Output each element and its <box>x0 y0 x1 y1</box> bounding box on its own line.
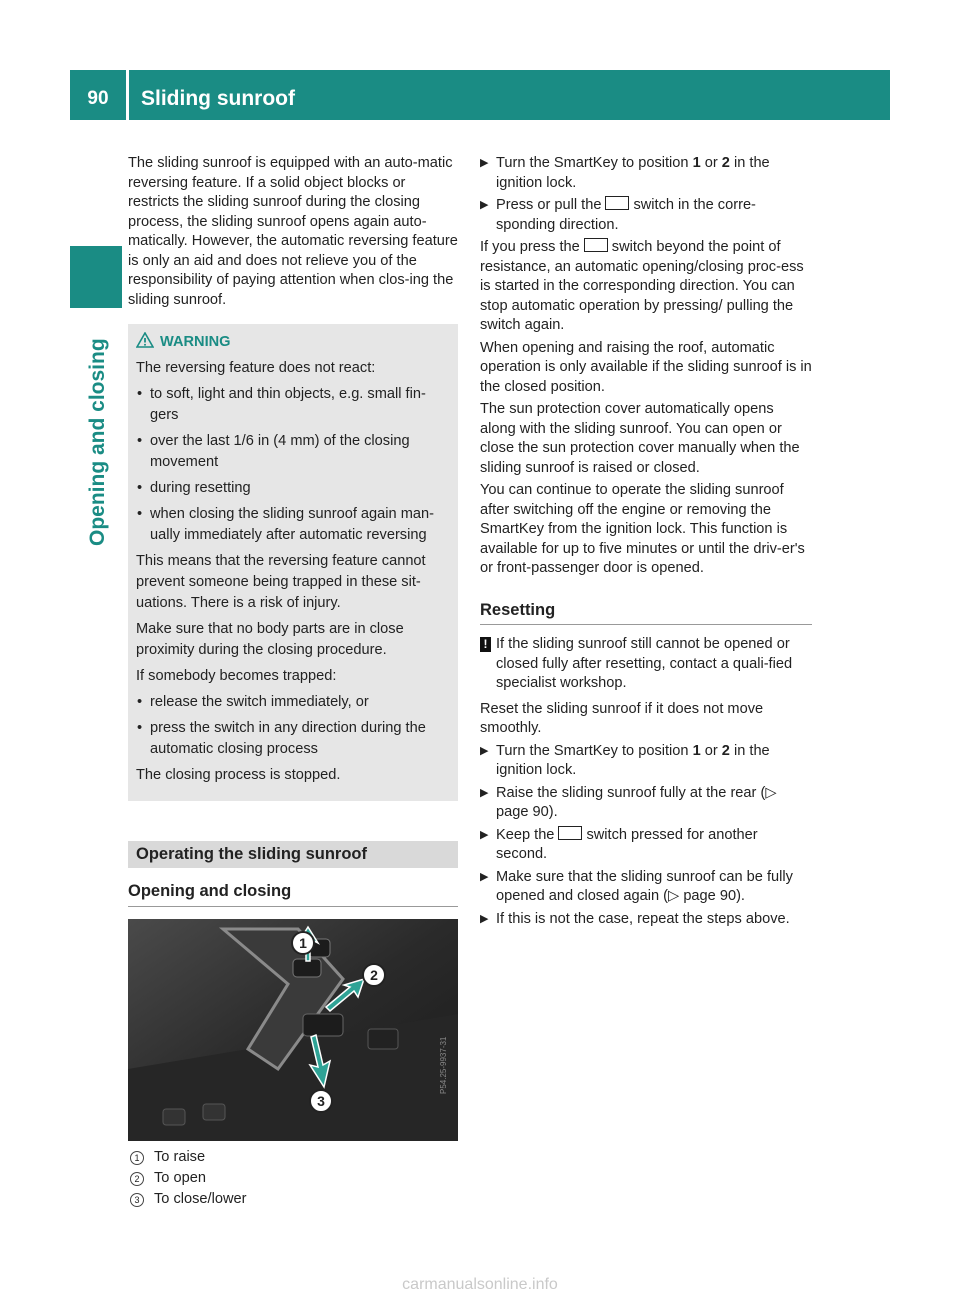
warning-bullet: • over the last 1/6 in (4 mm) of the closing movement <box>136 431 450 473</box>
sunroof-switch-icon <box>584 238 608 252</box>
instruction-step: ▶ Turn the SmartKey to position 1 or 2 in the ignition lock. <box>480 154 812 193</box>
body-paragraph: If you press the switch beyond the point of resistance, an automatic opening/closing proc-ess is started in the corresponding direction. You can stop automatic operation by pressing/ pulling the switch again. <box>480 239 804 333</box>
body-paragraph: When opening and raising the roof, automatic operation is only available if the sliding sunroof is in the closed position. <box>480 339 812 395</box>
exclamation-icon: ! <box>480 637 491 652</box>
header-divider <box>126 70 129 120</box>
section-heading: Operating the sliding sunroof <box>128 841 458 869</box>
warning-box <box>128 324 458 801</box>
page-header <box>70 70 890 120</box>
warning-bullet: • when closing the sliding sunroof again man-ually immediately after automatic reversing <box>136 504 450 546</box>
watermark: carmanualsonline.info <box>402 1276 558 1293</box>
instruction-step: ▶ Raise the sliding sunroof fully at the rear (▷ page 90). <box>480 784 812 823</box>
number-3-icon: 3 <box>130 1193 144 1207</box>
warning-bullet: • press the switch in any direction during the automatic closing process <box>136 718 450 760</box>
warning-bullet: • during resetting <box>136 478 450 499</box>
body-paragraph: You can continue to operate the sliding sunroof after switching off the engine or removing the SmartKey from the ignition lock. This function is available for up to five minutes or until the driv-er's or front-passenger door is opened. <box>480 482 805 576</box>
chapter-title: Sliding sunroof <box>141 87 295 110</box>
left-column <box>128 154 458 1210</box>
number-1-icon: 1 <box>130 1151 144 1165</box>
intro-paragraph: The sliding sunroof is equipped with an auto-matic reversing feature. If a solid object blocks or restricts the sliding sunroof during the closing process, the sliding sunroof opens again auto-matically. However, the automatic reversing feature is only an aid and does not relieve you of the responsibility of paying attention when clos-ing the sliding sunroof. <box>128 155 458 308</box>
page-number: 90 <box>87 88 109 109</box>
legend-label: To raise <box>154 1148 206 1165</box>
warning-heading <box>136 332 450 353</box>
legend-label: To open <box>154 1169 206 1186</box>
warning-paragraph: If somebody becomes trapped: <box>136 667 337 684</box>
callout-1 <box>292 932 314 954</box>
svg-text:3: 3 <box>317 1092 325 1109</box>
page-reference-icon[interactable]: ▷ <box>765 784 777 801</box>
note <box>480 635 812 694</box>
right-column <box>480 154 812 932</box>
instruction-step: ▶ Turn the SmartKey to position 1 or 2 in the ignition lock. <box>480 742 812 781</box>
warning-title: WARNING <box>160 334 231 350</box>
legend-item <box>128 1168 458 1189</box>
overhead-control-panel-photo <box>128 919 458 1141</box>
body-paragraph: Reset the sliding sunroof if it does not move smoothly. <box>480 700 764 736</box>
instruction-step: ▶ Make sure that the sliding sunroof can be fully opened and closed again (▷ page 90). <box>480 868 812 907</box>
legend-item <box>128 1189 458 1210</box>
sunroof-switch-icon <box>605 196 629 210</box>
legend-item <box>128 1147 458 1168</box>
resetting-heading: Resetting <box>480 601 812 626</box>
body-paragraph: The sun protection cover automatically opens along with the sliding sunroof. You can open or close the sun protection cover manually when the sliding sunroof is raised or closed. <box>480 401 800 476</box>
warning-paragraph: Make sure that no body parts are in close proximity during the closing procedure. <box>136 620 404 658</box>
side-section-label-text: Opening and closing <box>86 338 109 546</box>
warning-paragraph: The closing process is stopped. <box>136 766 341 783</box>
svg-text:1: 1 <box>299 934 307 951</box>
warning-paragraph: This means that the reversing feature cannot prevent someone being trapped in these sit-uations. There is a risk of injury. <box>136 552 426 611</box>
warning-paragraph: The reversing feature does not react: <box>136 359 376 376</box>
page-reference-icon[interactable]: ▷ <box>668 888 680 904</box>
sunroof-switch-icon <box>558 826 582 840</box>
side-tab-marker <box>70 246 122 308</box>
warning-triangle-icon <box>136 332 154 348</box>
svg-text:2: 2 <box>370 966 378 983</box>
instruction-step: ▶ Keep the switch pressed for another second. <box>480 826 812 865</box>
legend-label: To close/lower <box>154 1190 247 1207</box>
instruction-step: ▶ If this is not the case, repeat the steps above. <box>480 910 812 930</box>
photo-code: P54.25-9937-31 <box>439 1036 448 1094</box>
callout-3 <box>310 1090 332 1112</box>
warning-bullet: • to soft, light and thin objects, e.g. small fin-gers <box>136 384 450 426</box>
instruction-step: ▶ Press or pull the switch in the corre-sponding direction. <box>480 196 812 235</box>
warning-bullet: • release the switch immediately, or <box>136 692 450 713</box>
number-2-icon: 2 <box>130 1172 144 1186</box>
note-text: If the sliding sunroof still cannot be opened or closed fully after resetting, contact a quali-fied specialist workshop. <box>496 636 793 691</box>
sub-heading: Opening and closing <box>128 882 458 907</box>
callout-2 <box>363 964 385 986</box>
